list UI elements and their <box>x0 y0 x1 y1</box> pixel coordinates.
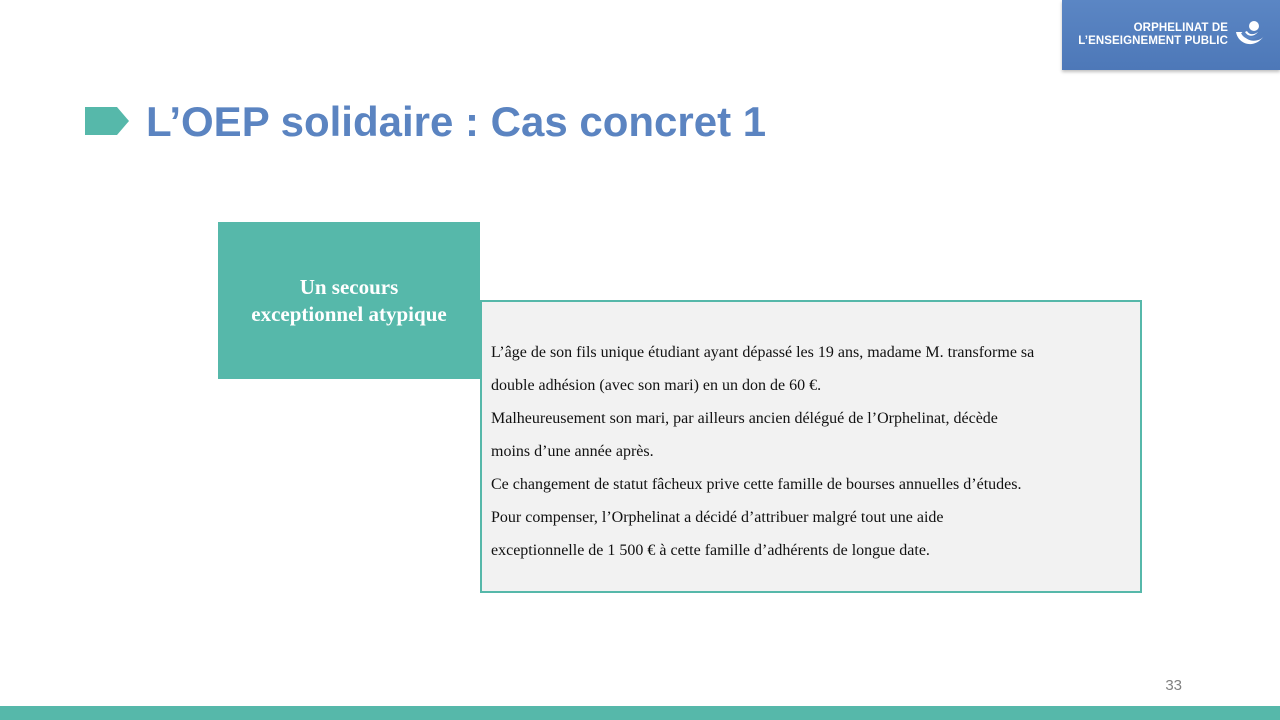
case-text-line: Malheureusement son mari, par ailleurs ancien délégué de l’Orphelinat, décède <box>491 410 998 427</box>
logo-line-2: L’ENSEIGNEMENT PUBLIC <box>1078 35 1228 47</box>
case-label-line-2: exceptionnel atypique <box>251 301 447 326</box>
case-label <box>229 274 469 328</box>
organization-logo <box>1062 0 1280 70</box>
logo-line-1: ORPHELINAT DE <box>1133 22 1228 34</box>
case-text-line: Pour compenser, l’Orphelinat a décidé d’attribuer malgré tout une aide <box>491 509 944 526</box>
case-text-line: moins d’une année après. <box>491 443 654 460</box>
footer-band <box>0 706 1280 720</box>
oep-emblem-icon <box>1234 20 1266 50</box>
case-text-line: L’âge de son fils unique étudiant ayant dépassé les 19 ans, madame M. transforme sa <box>491 344 1035 361</box>
case-text-line: Ce changement de statut fâcheux prive cette famille de bourses annuelles d’études. <box>491 476 1022 493</box>
logo-text <box>1078 22 1228 48</box>
case-label-line-1: Un secours <box>299 274 399 299</box>
case-description-box <box>480 300 1142 593</box>
case-text-line: exceptionnelle de 1 500 € à cette famille d’adhérents de longue date. <box>491 542 930 559</box>
slide-title: L’OEP solidaire : Cas concret 1 <box>146 98 767 145</box>
page-number: 33 <box>1165 677 1182 694</box>
pentagon-arrow-icon <box>85 107 129 135</box>
case-label-box <box>218 222 480 379</box>
case-text-line: double adhésion (avec son mari) en un don de 60 €. <box>491 377 822 394</box>
